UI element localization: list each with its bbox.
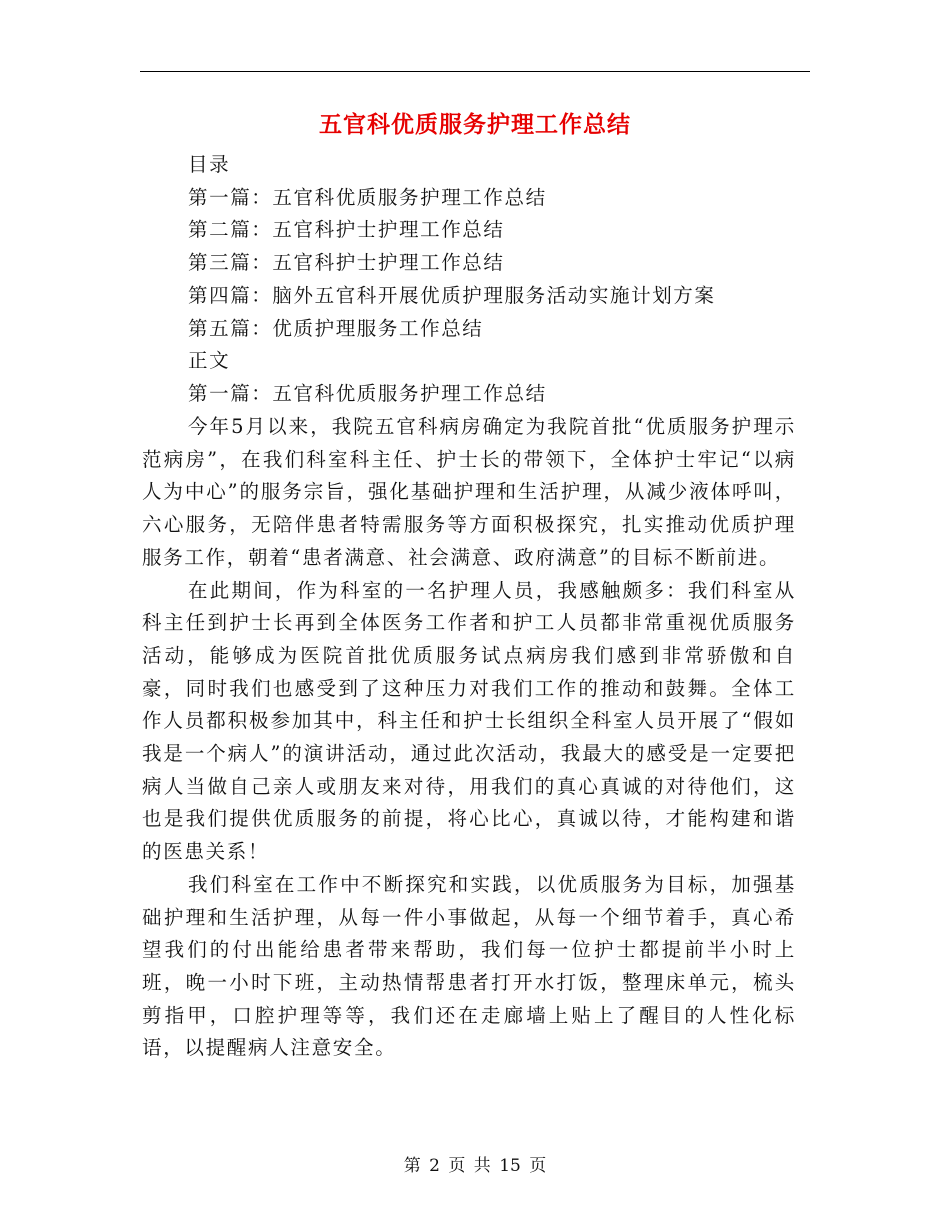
toc-item-5: 第五篇：优质护理服务工作总结 xyxy=(188,316,484,340)
paragraph-2: 在此期间，作为科室的一名护理人员，我感触颇多：我们科室从科主任到护士长再到全体医务工作者和护工人员都非常重视优质服务活动，能够成为医院首批优质服务试点病房我们感到非常骄傲和自豪，同时我们也感受到了这种压力对我们工作的推动和鼓舞。全体工作人员都积极参加其中，科主任和护士长组织全科室人员开展了“假如我是一个病人”的演讲活动，通过此次活动，我最大的感受是一定要把病人当做自己亲人或朋友来对待，用我们的真心真诚的对待他们，这也是我们提供优质服务的前提，将心比心，真诚以待，才能构建和谐的医患关系！ xyxy=(142,578,796,864)
section-heading: 第一篇：五官科优质服务护理工作总结 xyxy=(188,381,547,405)
document-title: 五官科优质服务护理工作总结 xyxy=(319,111,631,138)
toc-item-4: 第四篇：脑外五官科开展优质护理服务活动实施计划方案 xyxy=(188,283,716,307)
body-heading: 正文 xyxy=(188,349,231,373)
paragraph-1: 今年5月以来，我院五官科病房确定为我院首批“优质服务护理示范病房”，在我们科室科主任、护士长的带领下，全体护士牢记“以病人为中心”的服务宗旨，强化基础护理和生活护理，从减少液体呼叫，六心服务，无陪伴患者特需服务等方面积极探究，扎实推动优质护理服务工作，朝着“患者满意、社会满意、政府满意”的目标不断前进。 xyxy=(142,415,796,569)
page-footer: 第 2 页 共 15 页 xyxy=(403,1156,547,1176)
toc-item-2: 第二篇：五官科护士护理工作总结 xyxy=(188,218,505,242)
header-rule xyxy=(140,71,810,72)
toc-heading: 目录 xyxy=(188,153,231,176)
paragraph-3: 我们科室在工作中不断探究和实践，以优质服务为目标，加强基础护理和生活护理，从每一件小事做起，从每一个细节着手，真心希望我们的付出能给患者带来帮助，我们每一位护士都提前半小时上班，晚一小时下班，主动热情帮患者打开水打饭，整理床单元，梳头剪指甲，口腔护理等等，我们还在走廊墙上贴上了醒目的人性化标语，以提醒病人注意安全。 xyxy=(142,872,796,1060)
table-of-contents xyxy=(188,149,810,411)
toc-item-3: 第三篇：五官科护士护理工作总结 xyxy=(188,251,505,275)
toc-item-1: 第一篇：五官科优质服务护理工作总结 xyxy=(188,185,547,209)
body-text xyxy=(142,411,796,1065)
